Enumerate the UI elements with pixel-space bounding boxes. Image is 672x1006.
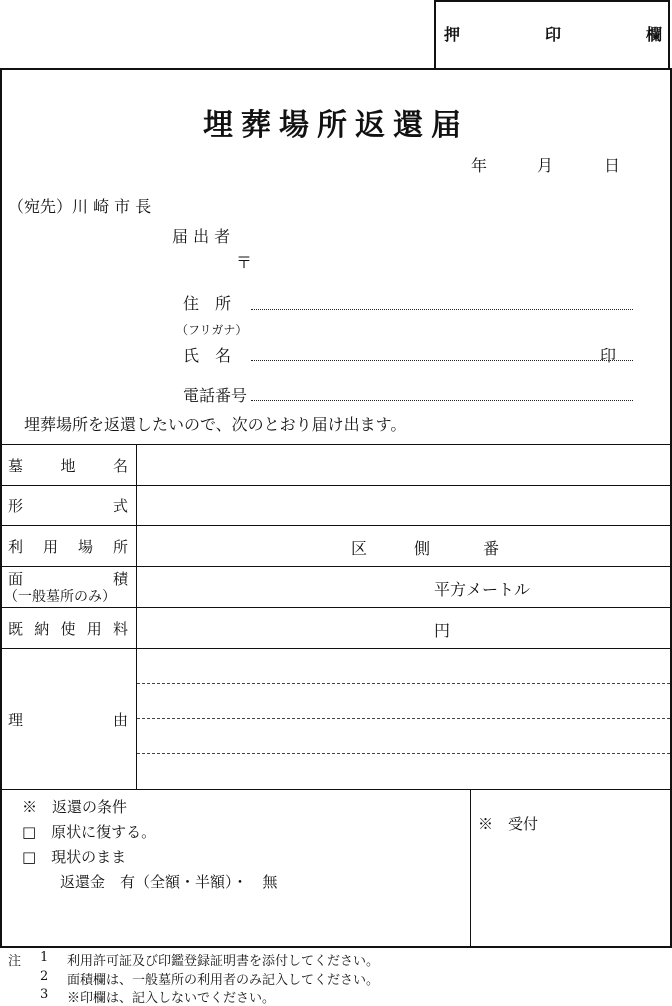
date-day: 日 bbox=[604, 156, 621, 175]
refund-line: 返還金 有（全額・半額）・ 無 bbox=[60, 873, 278, 891]
note-3-text: ※印欄は、記入しないでください。 bbox=[67, 991, 276, 1006]
row-label-fee: 既 納 使 用 料 bbox=[8, 620, 128, 638]
address-field[interactable] bbox=[251, 309, 633, 310]
location-ward: 区 bbox=[351, 539, 368, 558]
row-label-area-sub: （一般墓所のみ） bbox=[4, 589, 116, 605]
furigana-label: （フリガナ） bbox=[176, 323, 248, 337]
condition-restore-option[interactable]: □ 原状に復する。 bbox=[22, 823, 157, 841]
name-label: 氏 名 bbox=[183, 346, 232, 365]
condition-as-is-option[interactable]: □ 現状のまま bbox=[22, 848, 127, 866]
address-label: 住 所 bbox=[183, 294, 232, 313]
row-label-type: 形 式 bbox=[8, 497, 128, 515]
phone-field[interactable] bbox=[251, 400, 633, 401]
name-field[interactable] bbox=[251, 360, 633, 361]
note-2-num: 2 bbox=[40, 969, 49, 984]
seal-char-2: 印 bbox=[544, 25, 561, 44]
location-side: 側 bbox=[414, 539, 431, 558]
row-label-location: 利 用 場 所 bbox=[8, 538, 128, 556]
note-1-num: 1 bbox=[40, 950, 49, 965]
row-divider-3 bbox=[0, 566, 672, 567]
note-1-text: 利用許可証及び印鑑登録証明書を添付してください。 bbox=[67, 954, 380, 969]
seal-char-3: 欄 bbox=[645, 25, 662, 44]
row-label-cemetery: 墓 地 名 bbox=[8, 457, 128, 475]
row-divider-6 bbox=[0, 789, 672, 790]
reason-line-2[interactable] bbox=[137, 718, 670, 719]
statement-text: 埋葬場所を返還したいので、次のとおり届け出ます。 bbox=[24, 415, 407, 434]
addressee: （宛先）川 崎 市 長 bbox=[8, 197, 152, 216]
row-divider-5 bbox=[0, 648, 672, 649]
row-divider-2 bbox=[0, 525, 672, 526]
conditions-heading: ※ 返還の条件 bbox=[22, 798, 128, 816]
reason-line-3[interactable] bbox=[137, 753, 670, 754]
row-label-area: 面 積 bbox=[8, 570, 128, 588]
location-number: 番 bbox=[483, 539, 500, 558]
fee-unit: 円 bbox=[434, 621, 451, 640]
area-unit: 平方メートル bbox=[434, 580, 531, 599]
seal-box-label bbox=[444, 22, 662, 45]
form-title: 埋葬場所返還届 bbox=[203, 108, 469, 143]
date-month: 月 bbox=[537, 156, 554, 175]
notes-lead: 注 bbox=[8, 954, 22, 969]
phone-label: 電話番号 bbox=[183, 386, 248, 405]
reason-line-1[interactable] bbox=[137, 683, 670, 684]
date-year: 年 bbox=[471, 156, 488, 175]
seal-mark: 印 bbox=[600, 346, 617, 365]
applicant-heading: 届 出 者 bbox=[172, 227, 231, 246]
cemetery-name-field[interactable] bbox=[137, 445, 670, 485]
reception-label: ※ 受付 bbox=[478, 815, 539, 833]
note-2-text: 面積欄は、一般墓所の利用者のみ記入してください。 bbox=[67, 973, 380, 988]
type-field[interactable] bbox=[137, 486, 670, 525]
postal-mark: 〒 bbox=[236, 253, 253, 272]
note-3-num: 3 bbox=[40, 987, 49, 1002]
seal-char-1: 押 bbox=[444, 25, 461, 44]
row-label-reason: 理 由 bbox=[8, 711, 128, 729]
reception-divider bbox=[470, 789, 471, 948]
row-divider-4 bbox=[0, 607, 672, 608]
